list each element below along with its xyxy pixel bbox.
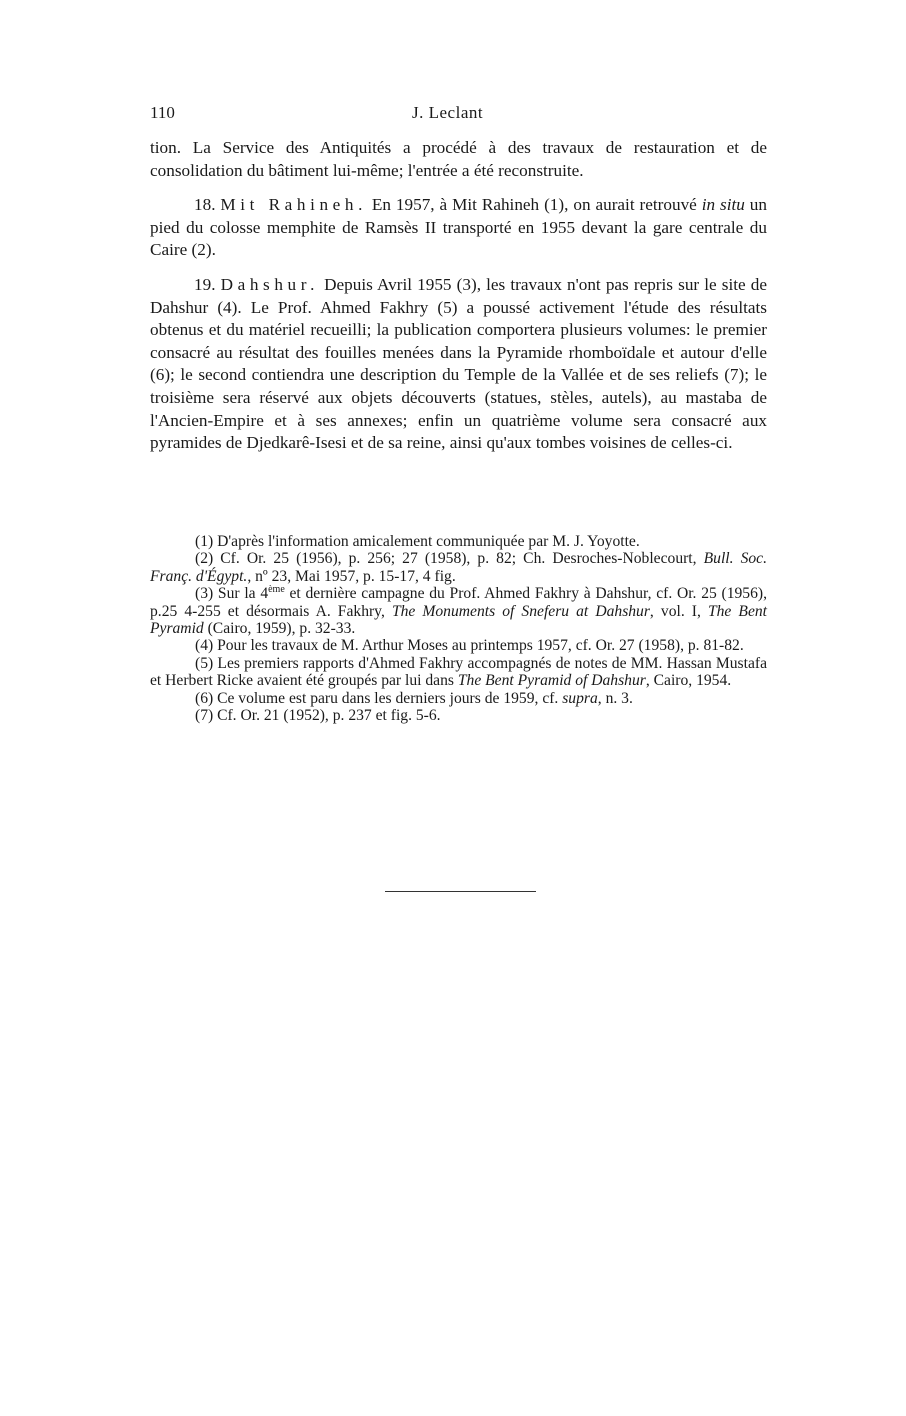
footnote-number: (3) <box>195 585 214 603</box>
footnote-ref[interactable]: (6) <box>150 365 171 385</box>
footnote-5: (5) Les premiers rapports d'Ahmed Fakhry accompagnés de notes de MM. Hassan Mustafa et Herbert Ricke avaient été groupés par lui dans The Bent Pyramid of Dahshur, Cairo, 1954. <box>150 654 767 690</box>
footnote-1: (1) D'après l'information amicalement communiquée par M. J. Yoyotte. <box>195 533 640 550</box>
footnote-number: (6) <box>195 689 214 707</box>
paragraph-continuation: tion. La Service des Antiquités a procédé à des travaux de restauration et de consolidation du bâtiment lui-même; l'entrée a été reconstruite. <box>150 138 767 180</box>
footnote-number: (2) <box>195 550 214 568</box>
footnote-3: (3) Sur la 4ème et dernière campagne du Prof. Ahmed Fakhry à Dahshur, cf. Or. 25 (1956), p.25 4-255 et désormais A. Fakhry, The Monuments of Sneferu at Dahshur, vol. I, The Bent Pyramid (Cairo, 1959), p. 32-33. <box>150 584 767 638</box>
section-number: 18. <box>194 195 216 215</box>
footnote-ref[interactable]: (1) <box>544 195 565 215</box>
body-text <box>150 137 767 455</box>
footnote-7: (7) Cf. Or. 21 (1952), p. 237 et fig. 5-6. <box>195 707 441 725</box>
running-head-author: J. Leclant <box>412 103 484 122</box>
footnote-ref[interactable]: (4) <box>217 297 238 317</box>
section-heading: Dahshur. <box>220 274 320 294</box>
footnotes <box>150 533 767 724</box>
footnote-ref[interactable]: (2) <box>191 240 212 260</box>
section-heading: Mit Rahineh. <box>220 195 367 215</box>
paragraph-dahshur: 19. Dahshur. Depuis Avril 1955 (3), les travaux n'ont pas repris sur le site de Dahshur (4). Le Prof. Ahmed Fakhry (5) a poussé activement l'étude des résultats obtenus et du matériel recueilli; la publication comportera plusieurs volumes: le premier consacré au résultat des fouilles menées dans la Pyramide rhomboïdale et autour d'elle (6); le second contiendra une description du Temple de la Vallée et de ses reliefs (7); le troisième sera réservé aux objets découverts (statues, stèles, autels), au mastaba de l'Ancien-Empire et à ses annexes; enfin un quatrième volume sera consacré aux pyramides de Djedkarê-Isesi et de sa reine, ainsi qu'aux tombes voisines de celles-ci. <box>150 274 768 453</box>
footnote-number: (1) <box>195 533 214 550</box>
page-number: 110 <box>150 103 175 122</box>
footnote-ref[interactable]: (3) <box>456 274 477 294</box>
footnote-ref[interactable]: (7) <box>724 365 745 385</box>
end-rule <box>385 891 536 892</box>
footnote-ref[interactable]: (5) <box>437 297 458 317</box>
footnote-6: (6) Ce volume est paru dans les derniers jours de 1959, cf. supra, n. 3. <box>195 689 633 707</box>
footnote-number: (7) <box>195 707 214 725</box>
section-number: 19. <box>194 274 216 294</box>
footnote-number: (5) <box>195 654 214 672</box>
footnote-4: (4) Pour les travaux de M. Arthur Moses au printemps 1957, cf. Or. 27 (1958), p. 81-82. <box>195 637 744 655</box>
running-head <box>150 103 767 127</box>
footnote-2: (2) Cf. Or. 25 (1956), p. 256; 27 (1958), p. 82; Ch. Desroches-Noblecourt, Bull. Soc. Franç. d'Égypt., nº 23, Mai 1957, p. 15-17, 4 fig. <box>150 550 767 585</box>
footnote-number: (4) <box>195 637 214 655</box>
paragraph-mit-rahineh: 18. Mit Rahineh. En 1957, à Mit Rahineh (1), on aurait retrouvé in situ un pied du colosse memphite de Ramsès II transporté en 1955 devant la gare centrale du Caire (2). <box>150 195 767 260</box>
